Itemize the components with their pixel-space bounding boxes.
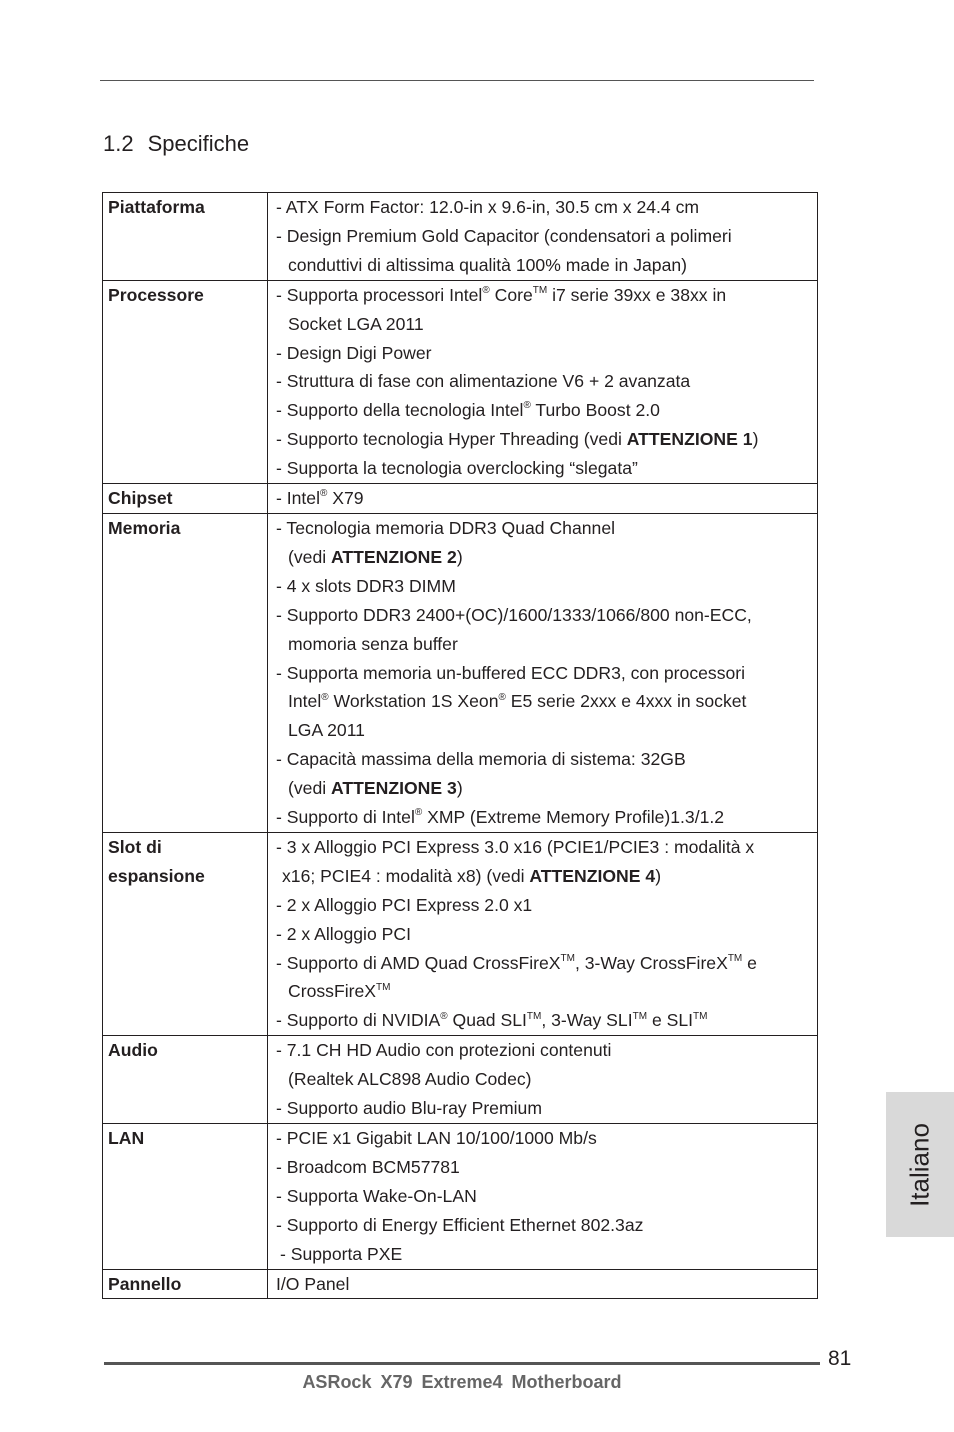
text-segment: LGA 2011 [288, 720, 365, 741]
spec-label-line: Memoria [108, 517, 181, 538]
spec-row [103, 1269, 818, 1299]
spec-value-line [276, 745, 815, 774]
text-segment: - 4 x slots DDR3 DIMM [276, 575, 456, 596]
spec-row [103, 484, 818, 514]
spec-value-line [276, 977, 815, 1006]
text-segment: - Supporta la tecnologia overclocking “slegata” [276, 458, 638, 479]
text-segment: XMP (Extreme Memory Profile)1.3/1.2 [422, 807, 725, 828]
spec-label-line: Slot di [108, 836, 162, 857]
spec-value-line [276, 659, 815, 688]
text-segment: (vedi [288, 778, 332, 799]
spec-label-line: LAN [108, 1128, 145, 1148]
spec-value-line [276, 1036, 815, 1065]
spec-value [268, 1124, 818, 1270]
spec-value [268, 484, 818, 514]
spec-label [103, 1036, 268, 1124]
spec-value-line [276, 833, 815, 862]
text-segment: - Struttura di fase con alimentazione V6 + 2 avanzata [276, 371, 691, 392]
spec-value-line [276, 716, 815, 745]
spec-row [103, 193, 818, 281]
superscript-mark: ® [320, 488, 328, 500]
text-segment: I/O Panel [276, 1273, 350, 1294]
text-segment: CrossFireX [288, 981, 376, 1002]
section-number: 1.2 [103, 131, 134, 156]
spec-value-line [276, 1270, 815, 1299]
text-segment: momoria senza buffer [288, 633, 458, 654]
spec-label-line: espansione [108, 865, 205, 886]
spec-value-line [276, 1211, 815, 1240]
spec-label-line: Piattaforma [108, 197, 205, 217]
spec-value-line [276, 774, 815, 803]
spec-value-line [276, 949, 815, 978]
spec-value-line [276, 572, 815, 601]
text-segment: - Tecnologia memoria DDR3 Quad Channel [276, 517, 616, 538]
bold-note-ref: ATTENZIONE 4 [529, 865, 656, 886]
text-segment: - 7.1 CH HD Audio con protezioni contenuti [276, 1040, 612, 1061]
superscript-mark: ® [440, 1010, 448, 1022]
spec-value [268, 1036, 818, 1124]
text-segment: - Design Digi Power [276, 342, 432, 363]
superscript-mark: TM [532, 284, 548, 296]
spec-value-line [276, 1182, 815, 1211]
text-segment: - Capacità massima della memoria di sistema: 32GB [276, 749, 686, 770]
spec-value-line [276, 920, 815, 949]
text-segment: - Supporto audio Blu-ray Premium [276, 1098, 542, 1119]
spec-label-line: Audio [108, 1040, 158, 1061]
spec-value-line [276, 1094, 815, 1123]
spec-label [103, 1124, 268, 1270]
spec-value [268, 280, 818, 483]
text-segment: - 2 x Alloggio PCI [276, 923, 411, 944]
text-segment: - Design Premium Gold Capacitor (condensatori a polimeri [276, 225, 732, 246]
text-segment: - 3 x Alloggio PCI Express 3.0 x16 (PCIE1/PCIE3 : modalità x [276, 836, 755, 857]
spec-value-line [276, 862, 815, 891]
text-segment: - Supporta Wake-On-LAN [276, 1185, 477, 1206]
bold-note-ref: ATTENZIONE 2 [331, 546, 457, 567]
spec-label [103, 1269, 268, 1299]
text-segment: , 3-Way SLI [541, 1010, 633, 1031]
text-segment: - Supporta processori Intel [276, 284, 483, 305]
superscript-mark: TM [727, 952, 743, 964]
spec-value-line [276, 1240, 815, 1269]
spec-label [103, 484, 268, 514]
text-segment: (Realtek ALC898 Audio Codec) [288, 1069, 532, 1090]
spec-row [103, 280, 818, 483]
text-segment: E5 serie 2xxx e 4xxx in socket [505, 691, 747, 712]
text-segment: x16; PCIE4 : modalità x8) (vedi [282, 865, 530, 886]
spec-value-line [276, 543, 815, 572]
text-segment: e [742, 952, 757, 973]
specs-table-body [103, 193, 818, 1299]
text-segment: Core [489, 284, 533, 305]
superscript-mark: ® [482, 284, 490, 296]
text-segment: conduttivi di altissima qualità 100% made in Japan) [288, 254, 688, 275]
text-segment: - Supporto di Energy Efficient Ethernet 802.3az [276, 1214, 644, 1235]
text-segment: Socket LGA 2011 [288, 313, 424, 334]
text-segment: - Intel [276, 488, 321, 509]
text-segment: - PCIE x1 Gigabit LAN 10/100/1000 Mb/s [276, 1128, 597, 1148]
superscript-mark: TM [632, 1010, 648, 1022]
spec-value [268, 1269, 818, 1299]
text-segment: ) [655, 865, 662, 886]
superscript-mark: ® [498, 691, 506, 703]
text-segment: - Supporto DDR3 2400+(OC)/1600/1333/1066/800 non-ECC, [276, 604, 752, 625]
spec-value-line [276, 1065, 815, 1094]
text-segment: Quad SLI [447, 1010, 527, 1031]
spec-value-line [276, 601, 815, 630]
superscript-mark: TM [526, 1010, 542, 1022]
spec-value-line [276, 803, 815, 832]
superscript-mark: TM [560, 952, 575, 964]
section-title [103, 131, 249, 157]
page-number: 81 [828, 1347, 852, 1370]
text-segment: Intel [288, 691, 322, 712]
spec-value-line [276, 310, 815, 339]
text-segment: - Supporto di NVIDIA [276, 1010, 441, 1031]
spec-value-line [276, 425, 815, 454]
spec-value-line [276, 1006, 815, 1035]
superscript-mark: ® [523, 400, 531, 412]
spec-value-line [276, 630, 815, 659]
text-segment: , 3-Way CrossFireX [575, 952, 728, 973]
text-segment: ) [456, 778, 463, 799]
text-segment: - Broadcom BCM57781 [276, 1156, 460, 1177]
spec-label [103, 513, 268, 832]
text-segment: - Supporto della tecnologia Intel [276, 400, 524, 421]
language-side-tab [886, 1092, 954, 1237]
text-segment: - Supporto di AMD Quad CrossFireX [276, 952, 561, 973]
text-segment: - Supporto di Intel [276, 807, 415, 828]
text-segment: e SLI [647, 1010, 694, 1031]
spec-value-line [276, 281, 815, 310]
text-segment: - Supporta PXE [280, 1243, 403, 1264]
footer-text: ASRock X79 Extreme4 Motherboard [302, 1372, 622, 1392]
spec-label [103, 193, 268, 281]
bold-note-ref: ATTENZIONE 1 [626, 429, 753, 450]
text-segment: - Supporto tecnologia Hyper Threading (vedi [276, 429, 627, 450]
spec-value-line [276, 1124, 815, 1153]
superscript-mark: ® [414, 807, 423, 819]
spec-value-line [276, 687, 815, 716]
spec-value-line [276, 454, 815, 483]
text-segment: ) [456, 546, 463, 567]
spec-value-line [276, 339, 815, 368]
spec-value-line [276, 251, 815, 280]
spec-value [268, 193, 818, 281]
spec-row [103, 1124, 818, 1270]
spec-row [103, 513, 818, 832]
spec-value-line [276, 514, 815, 543]
spec-label-line: Chipset [108, 488, 173, 509]
bold-note-ref: ATTENZIONE 3 [331, 778, 457, 799]
spec-row [103, 1036, 818, 1124]
spec-label [103, 280, 268, 483]
text-segment: - ATX Form Factor: 12.0-in x 9.6-in, 30.5 cm x 24.4 cm [276, 197, 700, 217]
spec-value-line [276, 222, 815, 251]
text-segment: i7 serie 39xx e 38xx in [547, 284, 727, 305]
spec-value [268, 832, 818, 1035]
text-segment: ) [752, 429, 759, 450]
text-segment: - 2 x Alloggio PCI Express 2.0 x1 [276, 894, 533, 915]
top-rule [100, 80, 814, 81]
bottom-rule [104, 1362, 820, 1365]
spec-value-line [276, 484, 815, 513]
language-label: Italiano [904, 1122, 935, 1207]
section-title-text: Specifiche [147, 131, 250, 156]
spec-label-line: Pannello [108, 1273, 182, 1294]
specs-table [102, 192, 818, 1299]
spec-row [103, 832, 818, 1035]
text-segment: - Supporta memoria un-buffered ECC DDR3, con processori [276, 662, 746, 683]
superscript-mark: TM [693, 1010, 708, 1022]
spec-value [268, 513, 818, 832]
spec-value-line [276, 396, 815, 425]
spec-value-line [276, 1153, 815, 1182]
spec-value-line [276, 367, 815, 396]
text-segment: (vedi [288, 546, 332, 567]
superscript-mark: TM [375, 981, 391, 993]
text-segment: Workstation 1S Xeon [328, 691, 499, 712]
spec-label [103, 832, 268, 1035]
text-segment: X79 [327, 488, 364, 509]
spec-label-line: Processore [108, 284, 204, 305]
spec-value-line [276, 891, 815, 920]
spec-value-line [276, 193, 815, 222]
text-segment: Turbo Boost 2.0 [530, 400, 660, 421]
superscript-mark: ® [321, 691, 329, 703]
